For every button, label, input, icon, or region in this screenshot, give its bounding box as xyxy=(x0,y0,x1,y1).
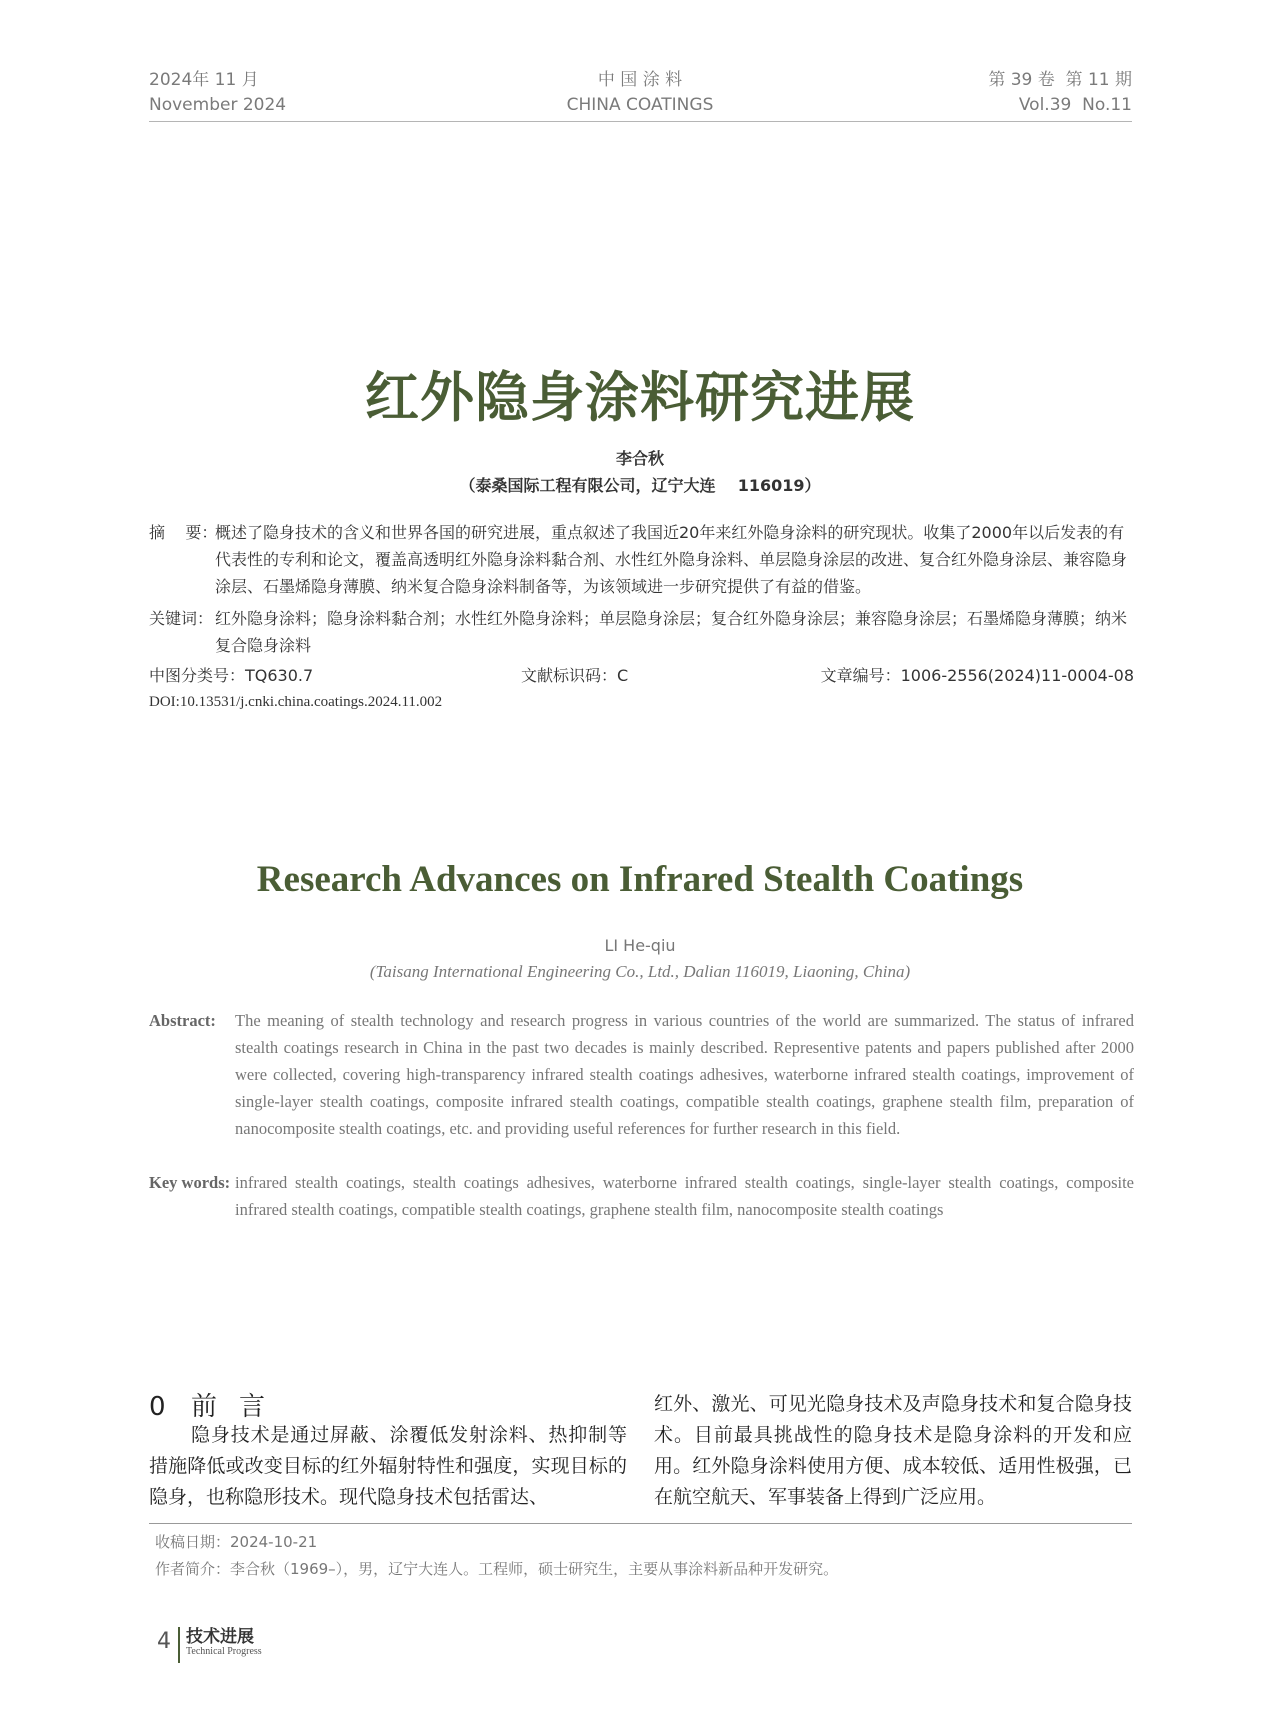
abstract-en-label: Abstract: xyxy=(149,1011,216,1030)
doi: DOI:10.13531/j.cnki.china.coatings.2024.11.002 xyxy=(149,694,443,710)
footer-divider-bar xyxy=(178,1627,180,1663)
page-number: 4 xyxy=(157,1629,171,1654)
author-cn: 李合秋 xyxy=(615,449,664,468)
header-issue-cn: 第 39 卷 第 11 期 xyxy=(988,70,1132,90)
category-cn: 技术进展 xyxy=(186,1627,254,1647)
author-bio: 作者简介：李合秋（1969–），男，辽宁大连人。工程师，硕士研究生，主要从事涂料新品种开发研究。 xyxy=(155,1560,839,1578)
header-issue-en: Vol.39 No.11 xyxy=(1018,95,1132,115)
abstract-cn xyxy=(149,519,1134,600)
header-journal-en: CHINA COATINGS xyxy=(566,95,714,115)
abstract-en xyxy=(149,1007,1134,1142)
classification-row xyxy=(149,663,1134,687)
affiliation-en: (Taisang International Engineering Co., Ltd., Dalian 116019, Liaoning, China) xyxy=(369,962,911,981)
header-journal xyxy=(440,68,840,118)
clc-number: 中图分类号：TQ630.7 xyxy=(149,666,314,685)
keywords-cn-text: 红外隐身涂料；隐身涂料黏合剂；水性红外隐身涂料；单层隐身涂层；复合红外隐身涂层；兼容隐身涂层；石墨烯隐身薄膜；纳米复合隐身涂料 xyxy=(215,609,1128,655)
affiliation-cn: （泰桑国际工程有限公司，辽宁大连 116019） xyxy=(459,476,821,495)
author-en: LI He-qiu xyxy=(604,936,676,955)
paper-title-cn: 红外隐身涂料研究进展 xyxy=(365,366,915,429)
section-number: 0 xyxy=(149,1392,166,1422)
header-date-cn: 2024年 11 月 xyxy=(149,70,259,90)
received-date: 收稿日期：2024-10-21 xyxy=(155,1533,318,1551)
keywords-cn-label: 关键词： xyxy=(149,609,214,628)
abstract-cn-text: 概述了隐身技术的含义和世界各国的研究进展，重点叙述了我国近20年来红外隐身涂料的研究现状。收集了2000年以后发表的有代表性的专利和论文，覆盖高透明红外隐身涂料黏合剂、水性红外隐身涂料、单层隐身涂层的改进、复合红外隐身涂层、兼容隐身涂层、石墨烯隐身薄膜、纳米复合隐身涂料制备等，为该领域进一步研究提供了有益的借鉴。 xyxy=(215,523,1128,596)
header-date-en: November 2024 xyxy=(149,95,287,115)
header-date xyxy=(149,68,286,118)
keywords-cn xyxy=(149,605,1134,659)
header-issue xyxy=(988,68,1132,118)
document-code: 文献标识码：C xyxy=(521,666,629,685)
header-journal-cn: 中 国 涂 料 xyxy=(597,70,683,90)
category-en: Technical Progress xyxy=(186,1646,262,1657)
keywords-en xyxy=(149,1169,1134,1223)
keywords-en-label: Key words: xyxy=(149,1173,231,1192)
keywords-en-text: infrared stealth coatings, stealth coatings adhesives, waterborne infrared stealth coatings, single-layer stealth coatings, composite infrared stealth coatings, compatible stealth coatings, graphene stealth film, nanocomposite stealth coatings xyxy=(235,1173,1134,1219)
abstract-cn-label: 摘 要： xyxy=(149,523,218,542)
article-number: 文章编号：1006-2556(2024)11-0004-08 xyxy=(820,666,1134,685)
header-divider xyxy=(149,121,1132,122)
paper-title-en: Research Advances on Infrared Stealth Coatings xyxy=(256,859,1024,900)
section-heading xyxy=(149,1386,287,1423)
body-paragraph-right: 红外、激光、可见光隐身技术及声隐身技术和复合隐身技术。目前最具挑战性的隐身技术是隐身涂料的开发和应用。红外隐身涂料使用方便、成本较低、适用性极强，已在航空航天、军事装备上得到广泛应用。 xyxy=(654,1393,1132,1508)
section-title: 前言 xyxy=(191,1392,288,1422)
body-paragraph-left: 隐身技术是通过屏蔽、涂覆低发射涂料、热抑制等措施降低或改变目标的红外辐射特性和强度，实现目标的隐身，也称隐形技术。现代隐身技术包括雷达、 xyxy=(149,1424,627,1508)
footnote-divider xyxy=(149,1523,1132,1524)
abstract-en-text: The meaning of stealth technology and research progress in various countries of the world are summarized. The status of infrared stealth coatings research in China in the past two decades is mainly described. Representive patents and papers published after 2000 were collected, covering high-transparency infrared stealth coatings adhesives, waterborne infrared stealth coatings, improvement of single-layer stealth coatings, composite infrared stealth coatings, compatible stealth coatings, graphene stealth film, preparation of nanocomposite stealth coatings, etc. and providing useful references for further research in this field. xyxy=(235,1011,1134,1138)
